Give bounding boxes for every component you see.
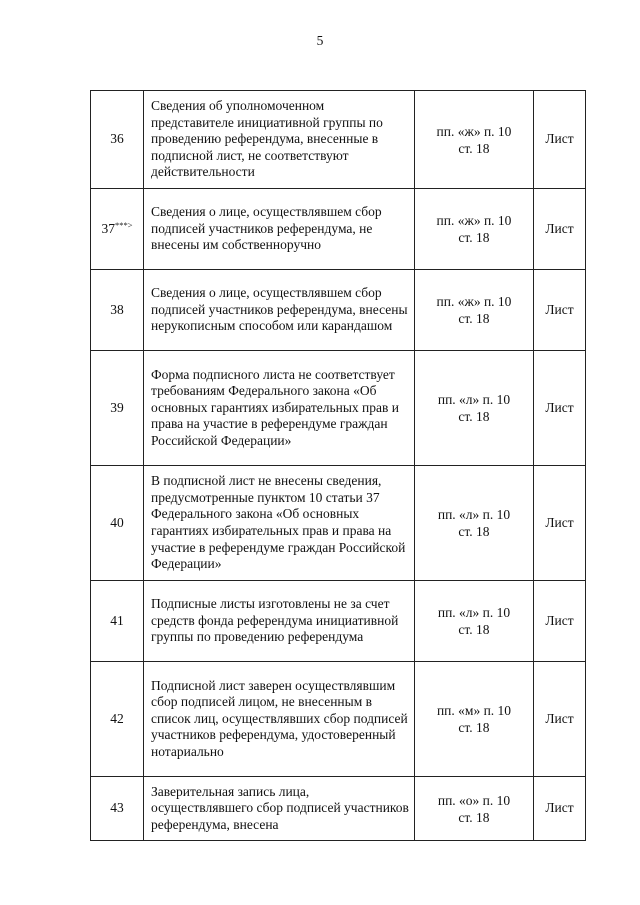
law-reference-line1: пп. «ж» п. 10 — [436, 213, 512, 228]
table-row — [91, 189, 586, 270]
law-reference-line2: ст. 18 — [458, 230, 490, 245]
law-reference-line2: ст. 18 — [458, 311, 490, 326]
law-reference-line2: ст. 18 — [458, 524, 490, 539]
row-description: Подписные листы изготовлены не за счет средств фонда референдума инициативной группы по проведению референдума — [151, 596, 399, 645]
row-number-cell — [91, 466, 144, 581]
document-cell — [534, 662, 586, 777]
law-reference-line1: пп. «о» п. 10 — [437, 792, 511, 808]
page-number: 5 — [316, 33, 324, 48]
row-number-cell — [91, 91, 144, 189]
document-type: Лист — [545, 301, 574, 317]
document-cell — [534, 189, 586, 270]
law-reference-cell — [415, 662, 534, 777]
description-cell — [144, 662, 415, 777]
document-type: Лист — [545, 710, 574, 726]
row-description: Заверительная запись лица, осуществлявшего сбор подписей участников референдума, внесена — [151, 783, 409, 832]
law-reference-line1: пп. «м» п. 10 — [436, 703, 512, 718]
document-cell — [534, 581, 586, 662]
table-row — [91, 581, 586, 662]
law-reference-line1: пп. «л» п. 10 — [437, 392, 511, 407]
row-number: 41 — [110, 612, 124, 628]
table-row — [91, 270, 586, 351]
row-number: 38 — [110, 301, 124, 317]
law-reference-line2: ст. 18 — [458, 809, 490, 825]
law-reference-line2: ст. 18 — [458, 140, 490, 156]
table-row — [91, 662, 586, 777]
law-reference-cell — [415, 466, 534, 581]
table-row — [91, 91, 586, 189]
law-reference-cell — [415, 189, 534, 270]
row-number-cell — [91, 270, 144, 351]
law-reference-cell — [415, 777, 534, 841]
row-description: Подписной лист заверен осуществлявшим сбор подписей лицом, не внесенным в список лиц, осуществлявших сбор подписей участников референдума, удостоверенный нотариально — [151, 677, 408, 759]
row-number: 40 — [110, 514, 124, 530]
table-row — [91, 351, 586, 466]
document-type: Лист — [545, 800, 574, 816]
document-cell — [534, 270, 586, 351]
row-number: 36 — [110, 131, 124, 147]
row-number-cell — [91, 777, 144, 841]
law-reference-line2: ст. 18 — [458, 409, 490, 424]
law-reference-cell — [415, 581, 534, 662]
description-cell — [144, 91, 415, 189]
law-reference-cell — [415, 270, 534, 351]
document-cell — [534, 351, 586, 466]
document-cell — [534, 466, 586, 581]
law-reference-cell — [415, 351, 534, 466]
table-row — [91, 466, 586, 581]
description-cell — [144, 777, 415, 841]
description-cell — [144, 351, 415, 466]
document-type: Лист — [545, 399, 574, 415]
row-description: Форма подписного листа не соответствует требованиям Федерального закона «Об основных гарантиях избирательных прав и права на участие в референдуме граждан Российской Федерации» — [151, 366, 399, 448]
violations-table — [90, 90, 586, 841]
row-number: 43 — [110, 800, 124, 816]
document-type: Лист — [545, 220, 574, 236]
document-type: Лист — [545, 514, 574, 530]
law-reference-cell — [415, 91, 534, 189]
document-type: Лист — [545, 612, 574, 628]
row-number-cell — [91, 351, 144, 466]
row-number-footnote-mark: ***> — [114, 219, 133, 230]
law-reference-line1: пп. «л» п. 10 — [437, 507, 511, 522]
description-cell — [144, 270, 415, 351]
row-number-cell — [91, 581, 144, 662]
row-number: 42 — [110, 710, 124, 726]
table-row — [91, 777, 586, 841]
document-cell — [534, 777, 586, 841]
row-number: 37 — [101, 220, 115, 236]
description-cell — [144, 581, 415, 662]
row-description: Сведения о лице, осуществлявшем сбор подписей участников референдума, внесены нерукописным способом или карандашом — [151, 285, 408, 334]
law-reference-line2: ст. 18 — [458, 720, 490, 735]
law-reference-line2: ст. 18 — [458, 622, 490, 637]
row-number: 39 — [110, 399, 124, 415]
law-reference-line1: пп. «ж» п. 10 — [436, 294, 512, 309]
law-reference-line1: пп. «л» п. 10 — [437, 605, 511, 620]
row-description: В подписной лист не внесены сведения, предусмотренные пунктом 10 статьи 37 Федерального закона «Об основных гарантиях избирательных прав и права на участие в референдуме граждан Российской Федерации» — [151, 473, 406, 572]
row-number-cell — [91, 189, 144, 270]
description-cell — [144, 466, 415, 581]
law-reference-line1: пп. «ж» п. 10 — [436, 123, 512, 139]
row-number-cell — [91, 662, 144, 777]
row-description: Сведения о лице, осуществлявшем сбор подписей участников референдума, не внесены им собственноручно — [151, 204, 382, 253]
document-type: Лист — [545, 131, 574, 147]
row-description: Сведения об уполномоченном представителе инициативной группы по проведению референдума, внесенные в подписной лист, не соответствуют действительности — [151, 98, 383, 180]
document-cell — [534, 91, 586, 189]
description-cell — [144, 189, 415, 270]
